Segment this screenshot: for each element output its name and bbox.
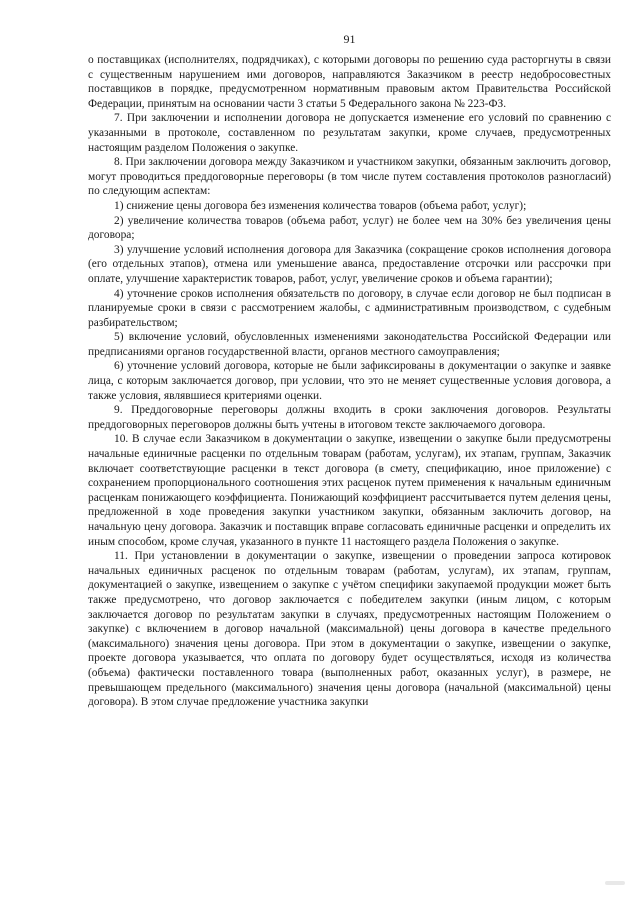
scan-artifact [605, 881, 625, 885]
paragraph: 2) увеличение количества товаров (объема работ, услуг) не более чем на 30% без увеличения цены договора; [88, 214, 611, 242]
paragraph: 6) уточнение условий договора, которые не были зафиксированы в документации о закупке и заявке лица, с которым заключается договор, при условии, что это не меняет существенные условия договора, а также условия, являвшиеся критериями оценки. [88, 360, 611, 402]
paragraph: 10. В случае если Заказчиком в документации о закупке, извещении о закупке были предусмотрены начальные единичные расценки по отдельным товарам (работам, услугам), их этапам, группам, Заказчик включает соответствующие расценки в текст договора (в смету, спецификацию, иное приложение) с сохранением пропорционального соотношения этих расценок путем применения к начальным единичным расценкам понижающего коэффициента. Понижающий коэффициент рассчитывается путем деления цены, предложенной в ходе проведения закупки участником закупки, обязанным заключить договор, на начальную цену договора. Заказчик и поставщик вправе согласовать единичные расценки и определить их иным способом, кроме случая, указанного в пункте 11 настоящего раздела Положения о закупке. [88, 433, 611, 548]
paragraph: о поставщиках (исполнителях, подрядчиках), с которыми договоры по решению суда расторгнуты в связи с существенным нарушением ими договоров, направляются Заказчиком в реестр недобросовестных поставщиков в порядке, предусмотренном нормативным правовым актом Правительства Российской Федерации, принятым на основании части 3 статьи 5 Федерального закона № 223-ФЗ. [88, 54, 611, 110]
body-text [88, 53, 611, 710]
paragraph: 7. При заключении и исполнении договора не допускается изменение его условий по сравнению с указанными в протоколе, составленном по результатам закупки, кроме случаев, предусмотренных настоящим разделом Положения о закупке. [88, 112, 611, 154]
paragraph: 3) улучшение условий исполнения договора для Заказчика (сокращение сроков исполнения договора (его отдельных этапов), отмена или уменьшение аванса, предоставление отсрочки или рассрочки при оплате, улучшение характеристик товаров, работ, услуг, увеличение сроков и объема гарантии); [88, 243, 611, 285]
paragraph: 11. При установлении в документации о закупке, извещении о проведении запроса котировок начальных единичных расценок по отдельным товарам (работам, услугам), их этапам, группам, документацией о закупке, извещением о закупке с учётом специфики закупаемой продукции может быть также предусмотрено, что договор заключается с победителем закупки (иным лицом, с которым заключается договор по результатам закупки в случаях, предусмотренных настоящим Положением о закупке) с включением в договор начальной (максимальной) цены договора в качестве предельного (максимального) значения цены договора. При этом в документации о закупке, извещении о закупке, проекте договора указывается, что оплата по договору будет осуществляться, исходя из количества (объема) фактически поставленного товара (выполненных работ, оказанных услуг), в размере, не превышающем предельного (максимального) значения цены договора (начальной (максимальной) цены договора). В этом случае предложение участника закупки [88, 550, 611, 709]
paragraph: 8. При заключении договора между Заказчиком и участником закупки, обязанным заключить договор, могут проводиться преддоговорные переговоры (в том числе путем составления протоколов разногласий) по следующим аспектам: [88, 156, 611, 198]
paragraph: 1) снижение цены договора без изменения количества товаров (объема работ, услуг); [114, 199, 527, 212]
page-number: 91 [343, 32, 356, 46]
paragraph: 4) уточнение сроков исполнения обязательств по договору, в случае если договор не был подписан в планируемые сроки в связи с рассмотрением жалобы, с административным производством, с судебным разбирательством; [88, 287, 611, 329]
paragraph: 5) включение условий, обусловленных изменениями законодательства Российской Федерации или предписаниями органов государственной власти, органов местного самоуправления; [88, 331, 611, 358]
paragraph: 9. Преддоговорные переговоры должны входить в сроки заключения договоров. Результаты преддоговорных переговоров должны быть учтены в итоговом тексте заключаемого договора. [88, 404, 611, 431]
